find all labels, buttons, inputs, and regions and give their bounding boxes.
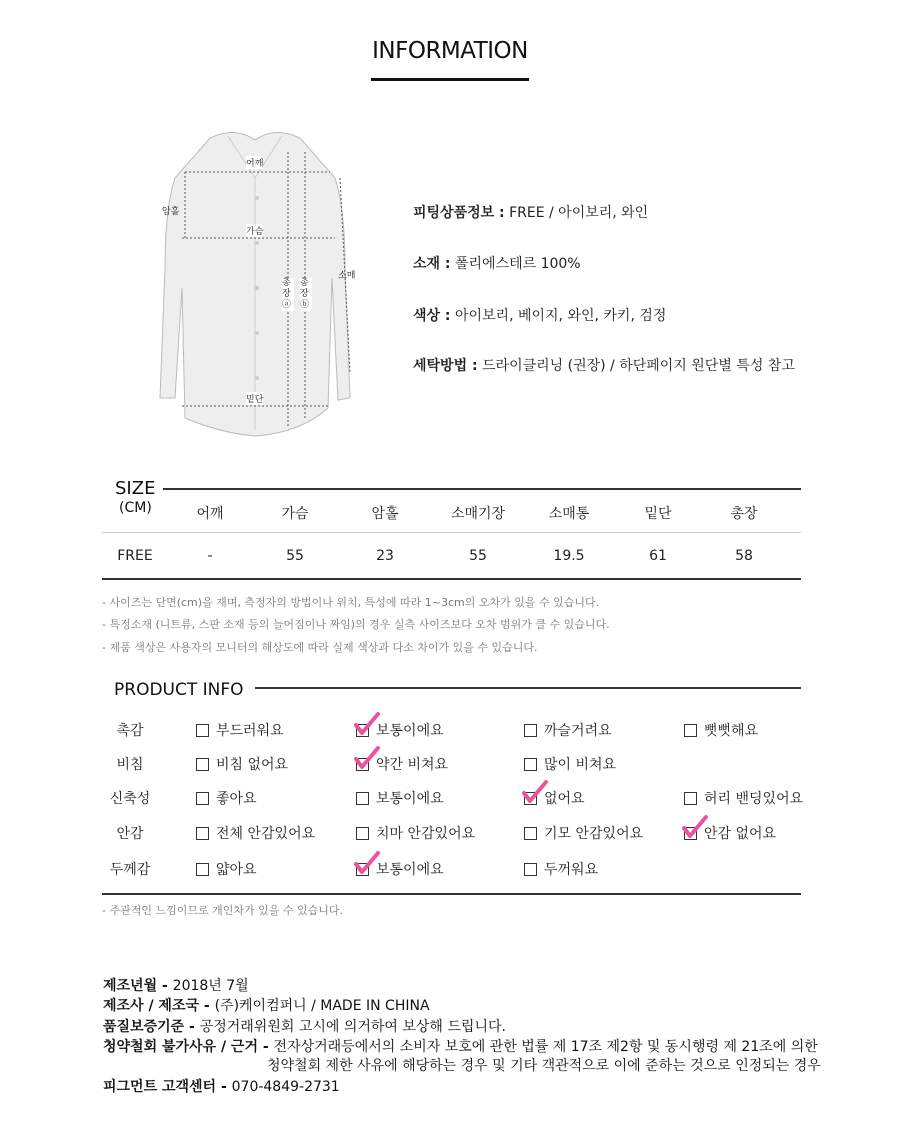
checkmark-icon <box>354 851 384 877</box>
product-info-row-label: 두께감 <box>109 862 151 878</box>
product-info-option <box>356 720 444 740</box>
product-info-option <box>356 823 475 843</box>
size-bottom-line <box>102 578 801 580</box>
option-label: 비침 없어요 <box>216 757 289 773</box>
product-info-option <box>524 720 612 740</box>
info-material: 소재 : 폴리에스테르 100% <box>413 256 581 272</box>
option-label: 부드러워요 <box>216 723 284 739</box>
checkmark-icon <box>682 815 712 841</box>
product-info-option <box>196 720 284 740</box>
product-info-option <box>524 823 643 843</box>
size-cell: 19.5 <box>553 548 585 564</box>
footer-manufacturer: 제조사 / 제조국 - (주)케이컴퍼니 / MADE IN CHINA <box>103 998 430 1014</box>
option-label: 치마 안감있어요 <box>376 826 476 842</box>
option-label: 두꺼워요 <box>544 862 599 878</box>
size-cell: - <box>207 548 213 564</box>
product-info-option <box>524 754 616 774</box>
product-info-option <box>196 754 288 774</box>
product-info-option <box>196 859 257 879</box>
info-washing: 세탁방법 : 드라이클리닝 (권장) / 하단페이지 원단별 특성 참고 <box>413 358 795 374</box>
option-label: 많이 비쳐요 <box>544 757 617 773</box>
product-info-row-label: 비침 <box>116 757 144 773</box>
checkbox-icon <box>524 758 537 771</box>
checkmark-icon <box>522 780 552 806</box>
size-cell: 55 <box>286 548 304 564</box>
checkbox-icon <box>684 792 697 805</box>
product-info-option <box>196 788 257 808</box>
option-label: 안감 없어요 <box>704 826 777 842</box>
option-label: 보통이에요 <box>376 791 444 807</box>
option-label: 보통이에요 <box>376 723 444 739</box>
page-title: INFORMATION <box>372 38 528 64</box>
label-length-b: 총장ⓑ <box>300 278 312 311</box>
checkbox-icon <box>196 724 209 737</box>
product-info-row-label: 신축성 <box>109 791 151 807</box>
product-info-bottom-line <box>102 893 801 895</box>
checkbox-icon <box>524 827 537 840</box>
shirt-illustration <box>140 118 370 458</box>
label-hem: 밑단 <box>246 392 263 405</box>
label-armhole: 암홀 <box>162 207 180 217</box>
checkbox-icon <box>524 792 537 805</box>
checkbox-icon <box>524 724 537 737</box>
title-underline <box>371 78 529 81</box>
product-info-option <box>356 788 444 808</box>
size-note: - 특정소재 (니트류, 스판 소재 등의 늘어짐이나 짜임)의 경우 실측 사이즈보다 오차 범위가 클 수 있습니다. <box>102 618 610 631</box>
size-cell: 58 <box>735 548 753 564</box>
checkbox-icon <box>356 724 369 737</box>
product-info-option <box>524 859 598 879</box>
info-color: 색상 : 아이보리, 베이지, 와인, 카키, 검정 <box>413 308 667 324</box>
footer-withdrawal-cont: 청약철회 제한 사유에 해당하는 경우 및 기타 객관적으로 이에 준하는 것으로 인정되는 경우 <box>267 1058 821 1074</box>
label-sleeve: 소매 <box>338 271 356 281</box>
checkmark-icon <box>354 712 384 738</box>
size-header: 소매통 <box>548 506 590 522</box>
size-title: SIZE <box>115 478 156 499</box>
size-divider <box>102 532 801 533</box>
shirt-drawing <box>140 118 370 458</box>
footer-manufacture-date: 제조년월 - 2018년 7월 <box>103 978 249 994</box>
size-cell: 55 <box>469 548 487 564</box>
checkbox-icon <box>196 827 209 840</box>
checkbox-icon <box>356 863 369 876</box>
option-label: 얇아요 <box>216 862 257 878</box>
product-info-option <box>524 788 585 808</box>
size-unit: (CM) <box>119 500 152 516</box>
size-header: 총장 <box>730 506 758 522</box>
checkbox-icon <box>196 863 209 876</box>
info-fitting: 피팅상품정보 : FREE / 아이보리, 와인 <box>413 205 649 221</box>
product-info-row-label: 촉감 <box>116 723 144 739</box>
product-info-title: PRODUCT INFO <box>114 680 244 700</box>
size-header: 소매기장 <box>450 506 506 522</box>
checkbox-icon <box>684 827 697 840</box>
option-label: 뻣뻣해요 <box>704 723 759 739</box>
product-info-option <box>356 859 444 879</box>
size-note: - 사이즈는 단면(cm)을 재며, 측정자의 방법이나 위치, 특성에 따라 1~3cm의 오차가 있을 수 있습니다. <box>102 596 600 609</box>
option-label: 기모 안감있어요 <box>544 826 644 842</box>
checkbox-icon <box>356 758 369 771</box>
footer-quality: 품질보증기준 - 공정거래위원회 고시에 의거하여 보상해 드립니다. <box>103 1019 506 1035</box>
footer-cs: 피그먼트 고객센터 - 070-4849-2731 <box>103 1079 340 1095</box>
product-info-option <box>684 720 758 740</box>
size-header: 어깨 <box>196 506 224 522</box>
label-shoulder: 어깨 <box>246 156 263 169</box>
size-note: - 제품 색상은 사용자의 모니터의 해상도에 따라 실제 색상과 다소 차이가 있을 수 있습니다. <box>102 641 538 654</box>
product-info-option <box>684 788 803 808</box>
checkbox-icon <box>524 863 537 876</box>
product-info-top-line <box>255 687 801 689</box>
footer-withdrawal: 청약철회 불가사유 / 근거 - 전자상거래등에서의 소비자 보호에 관한 법률 제 17조 제2항 및 동시행령 제 21조에 의한 <box>103 1039 818 1055</box>
checkbox-icon <box>196 758 209 771</box>
size-header: 가슴 <box>281 506 309 522</box>
option-label: 약간 비쳐요 <box>376 757 449 773</box>
option-label: 까슬거려요 <box>544 723 612 739</box>
option-label: 보통이에요 <box>376 862 444 878</box>
size-top-line <box>163 488 801 490</box>
size-row-label: FREE <box>117 548 153 564</box>
product-info-option <box>684 823 776 843</box>
label-chest: 가슴 <box>246 224 263 237</box>
option-label: 없어요 <box>544 791 585 807</box>
size-cell: 61 <box>649 548 667 564</box>
size-header: 밑단 <box>644 506 672 522</box>
checkbox-icon <box>684 724 697 737</box>
product-info-option <box>196 823 315 843</box>
checkbox-icon <box>196 792 209 805</box>
option-label: 좋아요 <box>216 791 257 807</box>
checkmark-icon <box>354 746 384 772</box>
product-info-note: - 주관적인 느낌이므로 개인차가 있을 수 있습니다. <box>102 904 343 917</box>
label-length-a: 총장ⓐ <box>282 278 294 311</box>
size-cell: 23 <box>376 548 394 564</box>
option-label: 허리 밴딩있어요 <box>704 791 804 807</box>
size-header: 암홀 <box>371 506 399 522</box>
product-info-row-label: 안감 <box>116 826 144 842</box>
product-info-option <box>356 754 448 774</box>
option-label: 전체 안감있어요 <box>216 826 316 842</box>
checkbox-icon <box>356 827 369 840</box>
checkbox-icon <box>356 792 369 805</box>
